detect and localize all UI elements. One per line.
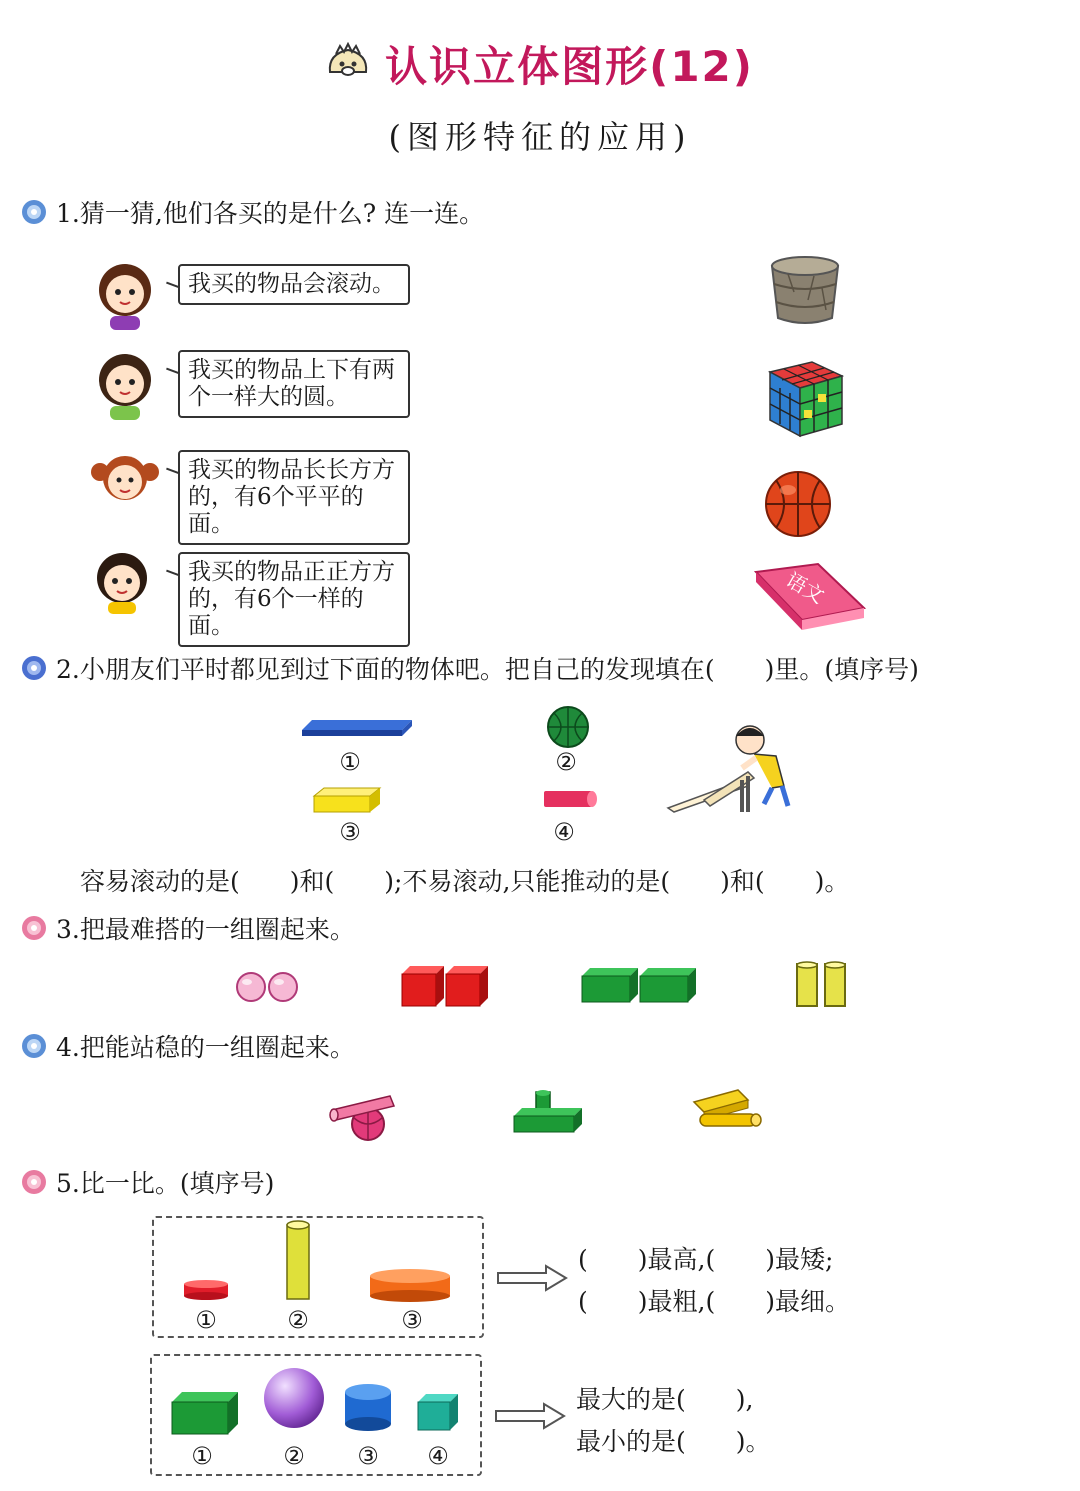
blue-cylinder [342, 1382, 394, 1434]
book-label: 语文 [781, 567, 829, 609]
wooden-bucket-image[interactable] [768, 254, 842, 326]
page-title [0, 34, 1080, 94]
girl-2-avatar [96, 350, 154, 422]
speech-bubble-4: 我买的物品正正方方的，有6个一样的面。 [178, 552, 410, 647]
pink-flower-icon [20, 1168, 48, 1196]
two-balls-group[interactable] [234, 970, 300, 1004]
chinese-textbook-image[interactable] [752, 562, 870, 632]
question-4 [20, 1028, 355, 1064]
green-ball-image [546, 705, 590, 749]
blue-board-image [298, 716, 416, 740]
girl-3-avatar [90, 450, 160, 510]
tall-yellow-cylinder [284, 1220, 312, 1304]
group2-label-3: ③ [357, 1442, 379, 1470]
two-green-blocks-group[interactable] [580, 966, 698, 1004]
question-5-prompt: 5.比一比。(填序号) [56, 1169, 275, 1198]
speech-bubble-3: 我买的物品长长方方的，有6个平平的面。 [178, 450, 410, 545]
group2-answer-line-1: 最大的是( ), [576, 1385, 754, 1414]
group1-label-3: ③ [401, 1306, 423, 1334]
group2-label-1: ① [191, 1442, 213, 1470]
compare-group-2 [150, 1354, 482, 1476]
compare-group-1 [152, 1216, 484, 1338]
question-1-prompt: 1.猜一猜,他们各买的是什么? 连一连。 [56, 199, 485, 228]
question-4-prompt: 4.把能站稳的一组圈起来。 [56, 1033, 355, 1062]
arrow-right-icon [494, 1402, 566, 1430]
question-1 [20, 194, 484, 230]
group1-answer-line-1: ( )最高,( )最矮; [578, 1245, 834, 1274]
blue-flower-icon [20, 198, 48, 226]
group1-answer-line-2: ( )最粗,( )最细。 [578, 1287, 850, 1316]
rubiks-cube-image[interactable] [766, 354, 846, 440]
title-text: 认识立体图形(12) [385, 42, 754, 91]
label-1: ① [339, 748, 361, 776]
label-2: ② [555, 748, 577, 776]
basketball-image[interactable] [764, 470, 832, 538]
hedgehog-icon [326, 42, 370, 86]
question-5 [20, 1164, 274, 1200]
cylinder-on-ball-group[interactable] [328, 1090, 398, 1142]
red-cylinder-image [540, 788, 598, 810]
tilted-blocks-group[interactable] [690, 1084, 764, 1130]
teal-cube [416, 1392, 460, 1432]
yellow-block-image [312, 786, 382, 814]
blue-flower-icon [20, 654, 48, 682]
group2-label-4: ④ [427, 1442, 449, 1470]
pink-flower-icon [20, 914, 48, 942]
group2-label-2: ② [283, 1442, 305, 1470]
speech-bubble-1: 我买的物品会滚动。 [178, 264, 410, 305]
two-red-cubes-group[interactable] [400, 964, 490, 1008]
wide-orange-cylinder [368, 1268, 452, 1304]
label-3: ③ [339, 818, 361, 846]
page-subtitle: (图形特征的应用) [388, 118, 692, 156]
question-2-answer-line: 容易滚动的是( )和( );不易滚动,只能推动的是( )和( )。 [80, 867, 850, 896]
girl-4-avatar [92, 550, 152, 616]
cylinder-on-block-group[interactable] [512, 1088, 584, 1136]
two-yellow-cylinders-group[interactable] [794, 960, 850, 1010]
girl-1-avatar [96, 260, 154, 332]
question-2-prompt: 2.小朋友们平时都见到过下面的物体吧。把自己的发现填在( )里。(填序号) [56, 655, 919, 684]
question-2 [20, 650, 919, 686]
group1-label-1: ① [195, 1306, 217, 1334]
child-pushing-ramp-image [664, 716, 798, 816]
purple-sphere [262, 1366, 326, 1430]
arrow-right-icon [496, 1264, 568, 1292]
group2-answer-line-2: 最小的是( )。 [576, 1427, 771, 1456]
question-3 [20, 910, 355, 946]
green-cuboid [170, 1388, 240, 1438]
speech-bubble-2: 我买的物品上下有两个一样大的圆。 [178, 350, 410, 418]
short-red-cylinder [182, 1278, 230, 1302]
group1-label-2: ② [287, 1306, 309, 1334]
question-3-prompt: 3.把最难搭的一组圈起来。 [56, 915, 355, 944]
blue-flower-icon [20, 1032, 48, 1060]
label-4: ④ [553, 818, 575, 846]
